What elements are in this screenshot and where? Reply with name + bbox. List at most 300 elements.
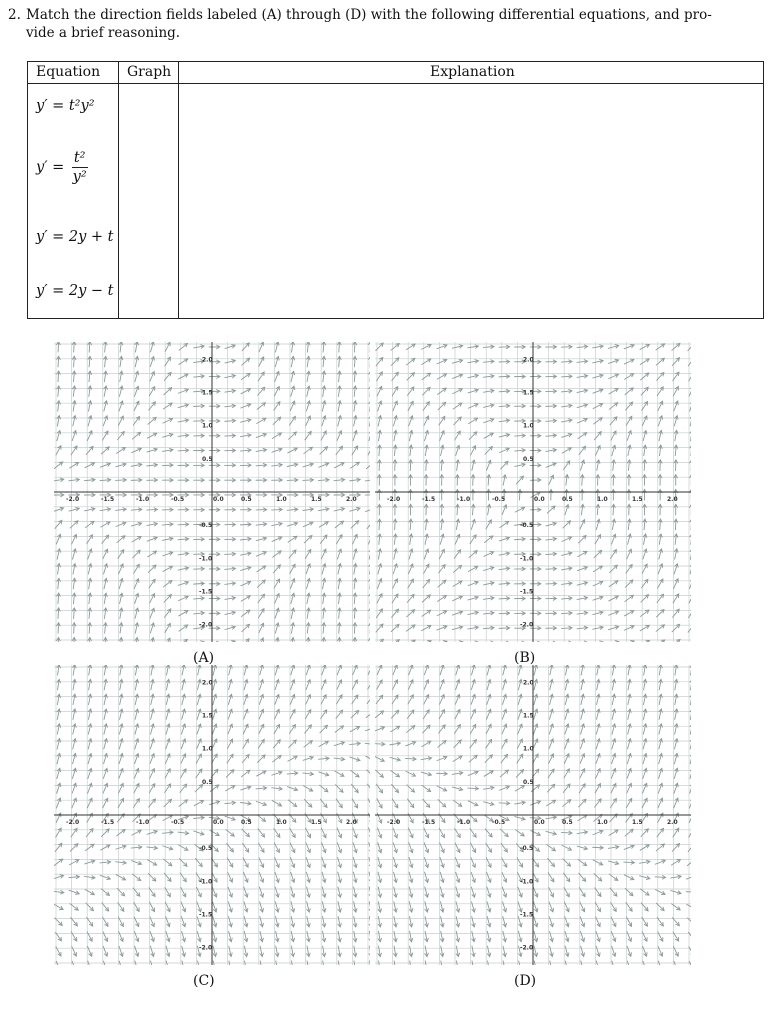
slope-arrow xyxy=(259,709,264,719)
slope-arrow xyxy=(378,564,382,575)
slope-arrow xyxy=(228,872,233,882)
slope-arrow xyxy=(609,830,618,836)
slope-arrow xyxy=(612,504,616,515)
slope-arrow xyxy=(229,946,233,957)
slope-arrow xyxy=(182,665,186,675)
y-tick-label: 2.0 xyxy=(202,356,213,364)
slope-arrow xyxy=(534,709,538,719)
slope-arrow xyxy=(244,665,248,675)
slope-arrow xyxy=(162,831,173,835)
slope-arrow xyxy=(656,344,665,350)
slope-arrow xyxy=(209,508,220,512)
slope-arrow xyxy=(624,374,633,380)
slope-arrow xyxy=(228,694,232,705)
slope-arrow xyxy=(377,680,383,690)
slope-arrow xyxy=(643,475,647,486)
slope-arrow xyxy=(178,434,189,438)
slope-arrow xyxy=(209,567,220,571)
slope-arrow xyxy=(503,475,507,486)
slope-arrow xyxy=(349,507,360,511)
slope-arrow xyxy=(244,916,248,927)
slope-arrow xyxy=(393,475,397,486)
slope-arrow xyxy=(487,504,491,515)
slope-arrow xyxy=(72,709,76,720)
slope-arrow xyxy=(274,709,279,719)
slope-arrow xyxy=(375,756,384,761)
header-equation: Equation xyxy=(36,64,101,80)
slope-arrow xyxy=(178,463,189,467)
slope-arrow xyxy=(612,460,616,471)
slope-arrow xyxy=(564,754,569,764)
slope-arrow xyxy=(369,578,370,589)
slope-arrow xyxy=(322,356,326,367)
slope-arrow xyxy=(209,404,220,408)
slope-arrow xyxy=(611,431,616,441)
slope-arrow xyxy=(608,861,619,865)
slope-arrow xyxy=(453,403,462,409)
slope-arrow xyxy=(224,552,235,556)
slope-arrow xyxy=(561,389,572,393)
slope-arrow xyxy=(241,373,250,379)
slope-arrow xyxy=(319,741,329,746)
slope-arrow xyxy=(612,445,616,456)
slope-arrow xyxy=(54,462,63,469)
slope-arrow xyxy=(640,359,649,365)
slope-arrow xyxy=(119,579,123,590)
slope-arrow xyxy=(369,416,370,427)
slope-arrow xyxy=(322,931,326,942)
x-tick-label: -2.0 xyxy=(66,819,80,826)
slope-arrow xyxy=(640,610,649,617)
slope-arrow xyxy=(307,901,311,912)
slope-arrow xyxy=(275,638,279,642)
slope-arrow xyxy=(502,858,507,868)
x-tick-label: 2.0 xyxy=(346,496,357,503)
slope-arrow xyxy=(72,768,76,779)
slope-arrow xyxy=(580,475,584,486)
slope-arrow xyxy=(545,360,556,364)
slope-arrow xyxy=(503,931,507,942)
slope-arrow xyxy=(378,842,382,852)
slope-arrow xyxy=(565,946,569,957)
slope-arrow xyxy=(182,946,186,957)
slope-arrow xyxy=(69,860,79,865)
slope-arrow xyxy=(549,916,553,926)
slope-arrow xyxy=(303,756,313,760)
slope-arrow xyxy=(57,783,61,793)
slope-arrow xyxy=(196,887,201,897)
slope-arrow xyxy=(228,887,232,897)
equation-1: y′ = t²y² xyxy=(36,98,95,114)
slope-arrow xyxy=(425,431,429,442)
slope-arrow xyxy=(57,608,61,619)
slope-arrow xyxy=(659,724,663,735)
slope-arrow xyxy=(87,431,92,441)
slope-arrow xyxy=(468,566,478,571)
y-tick-label: 0.5 xyxy=(523,455,534,463)
x-tick-label: -2.0 xyxy=(387,819,401,826)
slope-arrow xyxy=(393,401,398,411)
slope-arrow xyxy=(546,816,557,820)
slope-arrow xyxy=(134,784,139,794)
slope-arrow xyxy=(225,626,236,630)
slope-arrow xyxy=(612,739,616,750)
direction-field-svg xyxy=(375,665,691,965)
slope-arrow xyxy=(534,916,538,926)
slope-arrow xyxy=(453,565,461,572)
slope-arrow xyxy=(193,493,204,497)
slope-arrow xyxy=(674,549,678,560)
x-tick-label: -1.0 xyxy=(457,496,471,503)
slope-arrow xyxy=(197,665,201,675)
slope-arrow xyxy=(229,931,233,942)
slope-arrow xyxy=(608,345,619,349)
slope-arrow xyxy=(581,679,585,690)
y-tick-label: -1.0 xyxy=(199,555,213,563)
slope-arrow xyxy=(577,831,588,835)
slope-arrow xyxy=(88,593,92,604)
slope-arrow xyxy=(72,342,76,352)
slope-arrow xyxy=(116,874,126,879)
slope-arrow xyxy=(197,724,201,734)
x-tick-label: 0.5 xyxy=(562,496,573,503)
slope-arrow xyxy=(72,578,76,589)
slope-arrow xyxy=(439,828,444,838)
slope-arrow xyxy=(627,783,632,793)
slope-arrow xyxy=(378,401,382,411)
slope-arrow xyxy=(302,508,313,512)
slope-arrow xyxy=(163,403,172,409)
slope-arrow xyxy=(290,695,295,705)
slope-arrow xyxy=(353,901,357,912)
slope-arrow xyxy=(562,845,572,850)
slope-arrow xyxy=(57,665,61,675)
slope-arrow xyxy=(334,507,345,511)
slope-arrow xyxy=(643,489,647,500)
slope-arrow xyxy=(193,567,204,571)
slope-arrow xyxy=(181,724,185,734)
slope-arrow xyxy=(425,872,429,883)
slope-arrow xyxy=(392,680,397,690)
slope-arrow xyxy=(673,946,678,956)
slope-arrow xyxy=(338,887,342,898)
slope-arrow xyxy=(690,445,691,456)
slope-arrow xyxy=(150,623,154,633)
slope-arrow xyxy=(257,815,266,822)
slope-arrow xyxy=(119,608,123,619)
slope-arrow xyxy=(533,739,538,749)
slope-arrow xyxy=(224,478,235,482)
slope-arrow xyxy=(322,342,326,352)
slope-arrow xyxy=(118,917,123,927)
slope-arrow xyxy=(690,430,691,441)
slope-arrow xyxy=(674,739,678,750)
slope-arrow xyxy=(530,404,541,408)
slope-arrow xyxy=(440,901,444,912)
slope-arrow xyxy=(534,679,538,690)
header-explanation: Explanation xyxy=(430,64,515,80)
slope-arrow xyxy=(546,800,555,806)
slope-arrow xyxy=(365,727,370,731)
slope-arrow xyxy=(608,374,618,379)
slope-arrow xyxy=(487,475,491,486)
slope-arrow xyxy=(241,389,251,394)
slope-arrow xyxy=(612,665,616,675)
slope-arrow xyxy=(545,626,556,630)
slope-arrow xyxy=(549,902,554,912)
slope-arrow xyxy=(487,946,491,957)
slope-arrow xyxy=(456,887,460,898)
slope-arrow xyxy=(425,901,429,912)
slope-arrow xyxy=(224,582,235,586)
slope-arrow xyxy=(690,709,691,720)
slope-arrow xyxy=(517,739,522,749)
slope-arrow xyxy=(349,742,360,746)
slope-arrow xyxy=(322,564,326,575)
y-tick-label: 0.5 xyxy=(523,778,534,786)
slope-arrow xyxy=(690,753,691,764)
slope-arrow xyxy=(275,608,279,618)
slope-arrow xyxy=(546,463,556,468)
slope-arrow xyxy=(500,521,509,527)
slope-arrow xyxy=(307,386,311,397)
slope-arrow xyxy=(244,946,248,957)
slope-arrow xyxy=(119,946,123,956)
slope-arrow xyxy=(468,374,479,378)
slope-arrow xyxy=(499,801,510,805)
slope-arrow xyxy=(592,345,603,349)
slope-arrow xyxy=(580,739,584,749)
slope-arrow xyxy=(162,552,172,556)
slope-arrow xyxy=(624,640,634,642)
slope-arrow xyxy=(656,358,664,365)
slope-arrow xyxy=(209,463,220,467)
slope-arrow xyxy=(306,872,310,883)
x-tick-label: 2.0 xyxy=(346,819,357,826)
slope-arrow xyxy=(425,534,429,545)
y-tick-label: 1.5 xyxy=(523,712,534,720)
slope-arrow xyxy=(534,665,538,675)
slope-arrow xyxy=(471,504,475,515)
slope-arrow xyxy=(88,386,92,397)
slope-arrow xyxy=(643,694,647,705)
slope-arrow xyxy=(690,416,691,427)
slope-arrow xyxy=(306,680,311,690)
slope-arrow xyxy=(674,401,679,411)
slope-arrow xyxy=(564,769,570,779)
slope-arrow xyxy=(690,401,691,411)
slope-arrow xyxy=(338,857,342,868)
slope-arrow xyxy=(369,872,370,883)
slope-arrow xyxy=(409,460,413,471)
y-tick-label: 1.0 xyxy=(523,745,534,753)
slope-arrow xyxy=(408,695,414,705)
slope-arrow xyxy=(100,478,111,482)
slope-arrow xyxy=(393,519,397,530)
slope-arrow xyxy=(593,860,603,865)
slope-arrow xyxy=(674,768,678,779)
slope-arrow xyxy=(627,768,631,778)
slope-arrow xyxy=(54,859,63,866)
slope-arrow xyxy=(197,739,202,749)
slope-arrow xyxy=(534,946,538,957)
slope-arrow xyxy=(131,463,142,467)
slope-arrow xyxy=(163,418,173,423)
slope-arrow xyxy=(88,371,92,382)
slope-arrow xyxy=(561,831,572,835)
slope-arrow xyxy=(271,463,282,467)
slope-arrow xyxy=(88,739,92,750)
slope-arrow xyxy=(502,902,506,912)
slope-arrow xyxy=(369,430,370,441)
slope-arrow xyxy=(484,771,493,777)
slope-arrow xyxy=(72,724,76,735)
slope-arrow xyxy=(440,534,444,545)
slope-arrow xyxy=(119,342,123,352)
slope-arrow xyxy=(378,534,382,545)
slope-arrow xyxy=(628,724,632,735)
slope-arrow xyxy=(119,665,123,675)
slope-arrow xyxy=(322,916,326,927)
slope-arrow xyxy=(422,785,431,791)
slope-arrow xyxy=(353,665,358,675)
slope-arrow xyxy=(658,768,662,778)
slope-arrow xyxy=(322,887,326,898)
slope-arrow xyxy=(562,448,571,454)
slope-arrow xyxy=(290,843,295,853)
slope-arrow xyxy=(530,830,540,835)
slope-arrow xyxy=(337,665,342,675)
slope-arrow xyxy=(334,478,345,482)
slope-arrow xyxy=(674,753,678,764)
slope-arrow xyxy=(643,679,647,690)
slope-arrow xyxy=(244,679,248,690)
slope-arrow xyxy=(287,463,298,467)
slope-arrow xyxy=(628,709,632,720)
slope-arrow xyxy=(134,579,139,589)
slope-arrow xyxy=(72,623,76,634)
slope-arrow xyxy=(514,404,525,408)
slope-arrow xyxy=(209,537,220,541)
slope-arrow xyxy=(147,522,158,526)
slope-arrow xyxy=(378,901,382,912)
slope-arrow xyxy=(437,626,447,631)
slope-arrow xyxy=(353,356,357,367)
slope-arrow xyxy=(260,946,264,957)
slope-arrow xyxy=(658,416,662,426)
slope-arrow xyxy=(104,593,108,604)
slope-arrow xyxy=(288,536,297,542)
slope-arrow xyxy=(178,567,189,571)
slope-arrow xyxy=(468,596,479,600)
slope-arrow xyxy=(452,374,462,378)
slope-arrow xyxy=(483,418,493,422)
y-tick-label: 0.5 xyxy=(202,778,213,786)
slope-arrow xyxy=(690,534,691,545)
slope-arrow xyxy=(131,508,142,512)
slope-arrow xyxy=(72,564,76,575)
slope-arrow xyxy=(135,946,139,956)
slope-arrow xyxy=(455,857,460,867)
slope-arrow xyxy=(514,641,525,642)
slope-arrow xyxy=(375,639,383,642)
slope-arrow xyxy=(531,785,539,792)
slope-arrow xyxy=(596,694,600,705)
slope-arrow xyxy=(655,875,666,879)
slope-arrow xyxy=(275,623,279,634)
slope-arrow xyxy=(405,741,415,746)
slope-arrow xyxy=(580,931,584,941)
slope-arrow xyxy=(85,521,94,528)
x-tick-label: 0.5 xyxy=(241,496,252,503)
slope-arrow xyxy=(57,679,61,690)
slope-arrow xyxy=(103,931,108,941)
x-tick-label: 1.0 xyxy=(597,819,608,826)
slope-arrow xyxy=(275,931,279,942)
slope-arrow xyxy=(612,519,616,530)
slope-arrow xyxy=(593,596,603,600)
slope-arrow xyxy=(118,416,123,426)
slope-arrow xyxy=(658,798,663,808)
slope-arrow xyxy=(674,534,678,545)
slope-arrow xyxy=(209,449,220,453)
problem-text-line-1: Match the direction fields labeled (A) through (D) with the following differential equations, and pro- xyxy=(26,7,712,23)
slope-arrow xyxy=(486,724,491,734)
slope-arrow xyxy=(103,549,108,559)
slope-arrow xyxy=(224,801,235,805)
slope-arrow xyxy=(499,360,510,364)
problem-statement xyxy=(8,6,748,42)
slope-arrow xyxy=(306,416,311,426)
slope-arrow xyxy=(640,373,648,380)
slope-arrow xyxy=(150,608,155,618)
slope-arrow xyxy=(350,770,359,777)
slope-arrow xyxy=(577,611,588,615)
slope-arrow xyxy=(117,536,125,543)
slope-arrow xyxy=(337,593,341,604)
slope-arrow xyxy=(514,345,525,349)
slope-arrow xyxy=(545,404,556,408)
slope-arrow xyxy=(406,625,415,631)
slope-arrow xyxy=(546,522,557,526)
slope-arrow xyxy=(596,754,600,764)
slope-arrow xyxy=(275,946,279,957)
slope-arrow xyxy=(377,594,382,604)
slope-arrow xyxy=(135,593,139,603)
slope-arrow xyxy=(290,680,294,690)
slope-arrow xyxy=(627,549,632,559)
slope-arrow xyxy=(337,371,341,382)
slope-arrow xyxy=(390,726,399,732)
slope-arrow xyxy=(674,430,678,441)
slope-arrow xyxy=(57,739,61,750)
slope-arrow xyxy=(163,580,172,587)
slope-arrow xyxy=(486,857,491,867)
slope-arrow xyxy=(437,611,447,616)
slope-arrow xyxy=(643,549,647,559)
y-tick-label: -1.5 xyxy=(199,588,213,596)
slope-arrow xyxy=(565,665,569,675)
slope-arrow xyxy=(670,890,681,894)
slope-arrow xyxy=(452,787,463,791)
slope-arrow xyxy=(514,375,525,379)
slope-arrow xyxy=(101,889,110,896)
slope-arrow xyxy=(275,887,279,898)
slope-arrow xyxy=(88,724,92,735)
slope-arrow xyxy=(643,430,647,441)
slope-arrow xyxy=(518,665,522,675)
slope-arrow xyxy=(514,567,525,571)
